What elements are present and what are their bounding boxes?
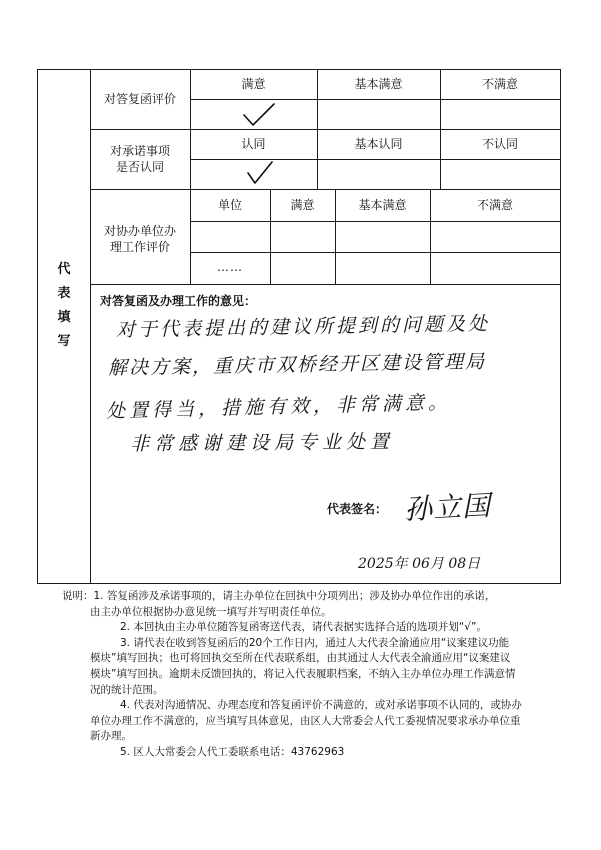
- assist-header-satisfied: 满意: [290, 198, 315, 212]
- sign-date: 2025年 06月 08日: [358, 556, 481, 572]
- side-label-char: 填: [57, 310, 71, 325]
- assist-header-basic: 基本满意: [358, 198, 407, 212]
- instructions-notes: [62, 589, 570, 761]
- notes-line: 模块”填写回执。逾期未反馈回执的，将记入代表履职档案，不纳入主办单位办理工作满意情: [90, 667, 516, 680]
- row-divider-3: [90, 284, 561, 285]
- reply-eval-split: [190, 99, 561, 100]
- table-border-left: [37, 69, 38, 584]
- notes-line: 新办理。: [90, 730, 132, 743]
- opinion-title: 对答复函及办理工作的意见：: [100, 294, 257, 308]
- table-border-bottom: [37, 583, 561, 584]
- notes-line: 2. 本回执由主办单位随答复函寄送代表，请代表据实选择合适的选项并划“√”。: [120, 621, 487, 634]
- reply-eval-option-basic[interactable]: 基本满意: [354, 77, 403, 91]
- reply-eval-label: 对答复函评价: [103, 92, 176, 106]
- notes-heading: 说明：: [62, 590, 94, 602]
- commitment-label-line2: 是否认同: [115, 160, 164, 174]
- table-border-top: [37, 69, 561, 70]
- notes-line: 1. 答复函涉及承诺事项的，请主办单位在回执中分项列出；涉及协办单位作出的承诺，: [93, 590, 496, 602]
- commitment-label-line1: 对承诺事项: [109, 144, 170, 158]
- commitment-option-agree[interactable]: 认同: [241, 137, 266, 151]
- notes-line: 由主办单位根据协办意见统一填写并写明责任单位。: [90, 605, 332, 618]
- assist-label-line1: 对协办单位办: [103, 224, 176, 238]
- side-label-char: 代: [57, 262, 71, 277]
- notes-line: 单位办理工作不满意的，应当填写具体意见，由区人大常委会人代工委视情况要求承办单位重: [90, 714, 521, 727]
- handwritten-opinion-line: 非常感谢建设局专业处置: [129, 430, 395, 456]
- sign-label: 代表签名：: [327, 502, 388, 516]
- assist-header-unit: 单位: [217, 198, 242, 212]
- checkmark-icon: [241, 102, 277, 128]
- notes-line: 况的统计范围。: [90, 683, 164, 696]
- handwritten-opinion-line: 处置得当，措施有效，非常满意。: [105, 391, 452, 423]
- assist-row-1: [190, 221, 561, 222]
- commitment-option-disagree[interactable]: 不认同: [481, 137, 518, 151]
- side-label: [56, 258, 72, 354]
- side-label-char: 表: [57, 286, 71, 301]
- handwritten-opinion-line: 对于代表提出的建议所提到的问题及处: [115, 312, 491, 342]
- reply-eval-option-unsatisfied[interactable]: 不满意: [481, 77, 518, 91]
- assist-label-line2: 理工作评价: [109, 240, 170, 254]
- assist-ellipsis-row: ……: [217, 260, 243, 274]
- assist-row-2: [190, 252, 561, 253]
- notes-line: 5. 区人大常委会人代工委联系电话：43762963: [120, 745, 345, 758]
- assist-header-unsatisfied: 不满意: [476, 198, 513, 212]
- row-divider-2: [90, 189, 561, 190]
- table-border-right: [560, 69, 561, 584]
- notes-line: 模块”填写回执；也可将回执交至所在代表联系组，由其通过人大代表全渝通应用“议案建议: [90, 652, 511, 665]
- commitment-option-basic[interactable]: 基本认同: [354, 137, 403, 151]
- checkmark-icon: [245, 160, 275, 186]
- row-divider-1: [90, 129, 561, 130]
- reply-eval-option-satisfied[interactable]: 满意: [241, 77, 266, 91]
- representative-signature: 孙立国: [403, 488, 492, 527]
- notes-line: 4. 代表对沟通情况、办理态度和答复函评价不满意的，或对承诺事项不认同的，或协办: [120, 699, 522, 712]
- side-label-char: 写: [57, 334, 71, 349]
- handwritten-opinion-line: 解决方案，重庆市双桥经开区建设管理局: [107, 350, 487, 380]
- notes-line: 3. 请代表在收到答复函后的20个工作日内，通过人大代表全渝通应用“议案建议功能: [120, 636, 510, 649]
